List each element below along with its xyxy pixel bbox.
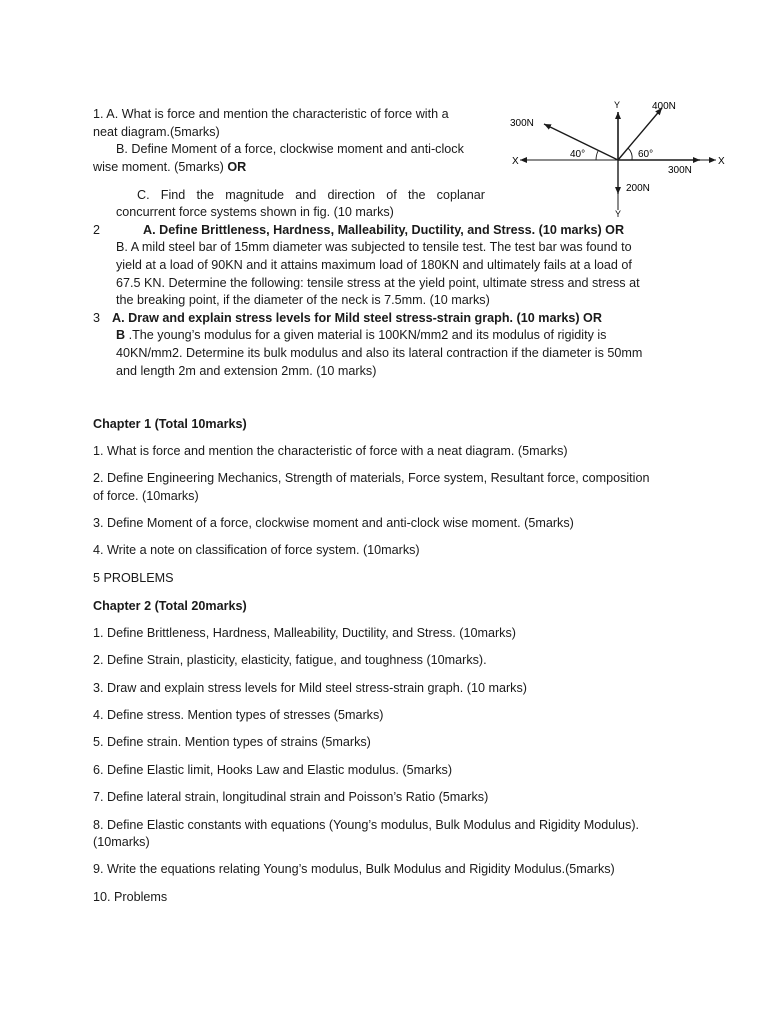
q3-a: A. Draw and explain stress levels for Mild steel stress-strain graph. (10 marks) OR [112, 311, 602, 325]
chapter2-item-6: 6. Define Elastic limit, Hooks Law and Elastic modulus. (5marks) [93, 763, 453, 777]
q1-c-line1: C. Find the magnitude and direction of the coplanar [137, 188, 485, 202]
label-axis-y-bottom: Y [615, 209, 622, 218]
q1-b-line1: B. Define Moment of a force, clockwise moment and anti-clock [116, 142, 464, 156]
label-axis-x-right: X [718, 156, 725, 167]
label-angle-40: 40° [570, 149, 586, 160]
force-diagram [500, 96, 736, 218]
chapter2-item-2: 2. Define Strain, plasticity, elasticity, fatigue, and toughness (10marks). [93, 653, 487, 667]
q2-number: 2 [93, 223, 101, 237]
chapter2-item-4: 4. Define stress. Mention types of stresses (5marks) [93, 708, 384, 722]
chapter2-item-10: 10. Problems [93, 890, 168, 904]
q2-a: A. Define Brittleness, Hardness, Malleability, Ductility, and Stress. (10 marks) OR [143, 223, 625, 237]
q1-c-line2: concurrent force systems shown in fig. (10 marks) [116, 205, 394, 219]
q1-b-line2-text: wise moment. (5marks) [93, 160, 228, 174]
chapter2-item-5: 5. Define strain. Mention types of strains (5marks) [93, 735, 371, 749]
angle-60-arc [628, 148, 632, 160]
chapter2-item-3: 3. Draw and explain stress levels for Mild steel stress-strain graph. (10 marks) [93, 681, 527, 695]
label-400n: 400N [652, 101, 676, 112]
q1-or: OR [227, 160, 247, 174]
q3-number: 3 [93, 311, 101, 325]
label-300n-left: 300N [510, 118, 534, 129]
q3-b-line1 [116, 327, 606, 345]
label-300n-right: 300N [668, 165, 692, 176]
q3-b-line1-text: .The young’s modulus for a given material is 100KN/mm2 and its modulus of rigidity is [125, 328, 607, 342]
q1-b-line2 [93, 159, 246, 177]
q3-b-line2: 40KN/mm2. Determine its bulk modulus and also its lateral contraction if the diameter is 50mm [116, 346, 643, 360]
chapter2-heading: Chapter 2 (Total 20marks) [93, 599, 247, 613]
label-axis-x-left: X [512, 156, 519, 167]
chapter1-item-1: 1. What is force and mention the characteristic of force with a neat diagram. (5marks) [93, 444, 568, 458]
label-200n: 200N [626, 183, 650, 194]
q1-a-line1: 1. A. What is force and mention the characteristic of force with a [93, 107, 449, 121]
q3-b-lead: B [116, 328, 126, 342]
q1-a-line2: neat diagram.(5marks) [93, 125, 220, 139]
label-angle-60: 60° [638, 149, 654, 160]
angle-40-arc [596, 151, 598, 160]
chapter1-item-5: 5 PROBLEMS [93, 571, 174, 585]
chapter1-item-4: 4. Write a note on classification of force system. (10marks) [93, 543, 420, 557]
label-axis-y-top: Y [614, 100, 621, 110]
chapter1-item-3: 3. Define Moment of a force, clockwise moment and anti-clock wise moment. (5marks) [93, 516, 574, 530]
chapter2-item-8-cont: (10marks) [93, 835, 150, 849]
chapter2-item-1: 1. Define Brittleness, Hardness, Malleability, Ductility, and Stress. (10marks) [93, 626, 516, 640]
chapter2-item-9: 9. Write the equations relating Young’s modulus, Bulk Modulus and Rigidity Modulus.(5marks) [93, 862, 615, 876]
chapter2-item-8: 8. Define Elastic constants with equations (Young’s modulus, Bulk Modulus and Rigidity Modulus). [93, 818, 640, 832]
q2-b-line4: the breaking point, if the diameter of the neck is 7.5mm. (10 marks) [116, 293, 490, 307]
chapter1-item-2: 2. Define Engineering Mechanics, Strength of materials, Force system, Resultant force, composition [93, 471, 650, 485]
chapter1-heading: Chapter 1 (Total 10marks) [93, 417, 247, 431]
q2-b-line3: 67.5 KN. Determine the following: tensile stress at the yield point, ultimate stress and stress at [116, 276, 640, 290]
q2-b-line1: B. A mild steel bar of 15mm diameter was subjected to tensile test. The test bar was found to [116, 240, 632, 254]
q3-b-line3: and length 2m and extension 2mm. (10 marks) [116, 364, 377, 378]
q2-b-line2: yield at a load of 90KN and it attains maximum load of 180KN and ultimately fails at a load of [116, 258, 632, 272]
chapter2-item-7: 7. Define lateral strain, longitudinal strain and Poisson’s Ratio (5marks) [93, 790, 489, 804]
chapter1-item-2-cont: of force. (10marks) [93, 489, 199, 503]
